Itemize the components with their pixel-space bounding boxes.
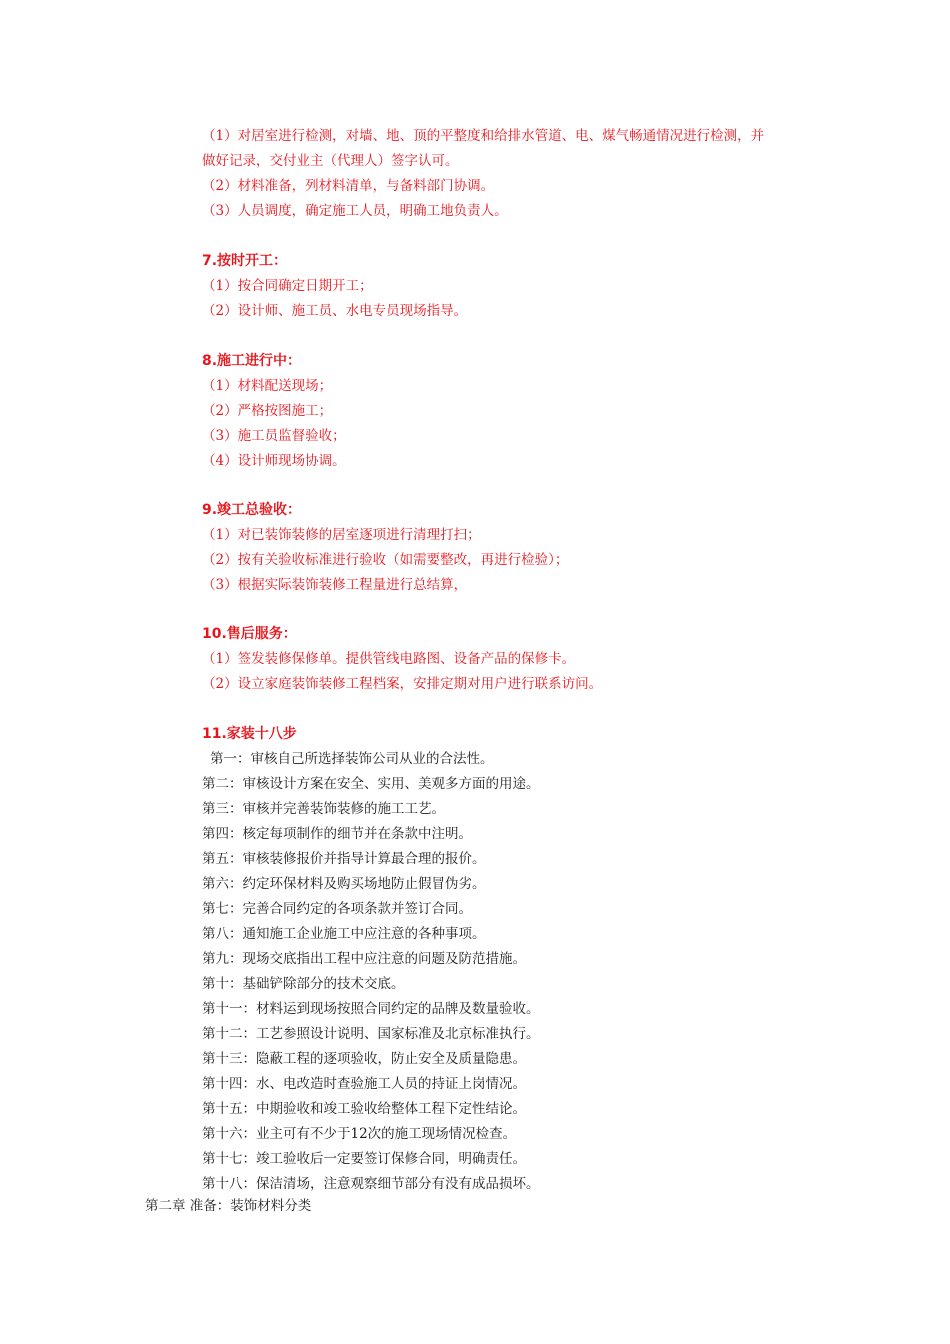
- step-item: 第二：审核设计方案在安全、实用、美观多方面的用途。: [202, 776, 540, 792]
- section-heading: 9.竣工总验收：: [202, 502, 302, 518]
- step-item: 第十：基础铲除部分的技术交底。: [202, 976, 405, 992]
- section-heading: 10.售后服务：: [202, 626, 297, 642]
- list-item: （2）设立家庭装饰装修工程档案，安排定期对用户进行联系访问。: [202, 676, 603, 692]
- list-item: （1）签发装修保修单。提供管线电路图、设备产品的保修卡。: [202, 651, 576, 667]
- list-item: （2）严格按图施工；: [202, 403, 333, 419]
- list-item: （4）设计师现场协调。: [202, 453, 346, 469]
- step-item: 第十八：保洁清场，注意观察细节部分有没有成品损坏。: [202, 1176, 540, 1192]
- section-heading: 11.家装十八步: [202, 726, 297, 742]
- step-item: 第三：审核并完善装饰装修的施工工艺。: [202, 801, 445, 817]
- step-item: 第十五：中期验收和竣工验收给整体工程下定性结论。: [202, 1101, 526, 1117]
- step-item: 第九：现场交底指出工程中应注意的问题及防范措施。: [202, 951, 526, 967]
- chapter-title: 第二章 准备：装饰材料分类: [145, 1198, 312, 1214]
- step-item: 第十四：水、电改造时查验施工人员的持证上岗情况。: [202, 1076, 526, 1092]
- list-item: （3）人员调度，确定施工人员，明确工地负责人。: [202, 203, 508, 219]
- section-start-work: [202, 249, 822, 324]
- section-in-progress: [202, 349, 822, 474]
- list-item: （2）材料准备，列材料清单，与备料部门协调。: [202, 178, 495, 194]
- intro-list: [202, 124, 822, 224]
- list-item: （1）按合同确定日期开工；: [202, 278, 373, 294]
- step-item: 第十二：工艺参照设计说明、国家标准及北京标准执行。: [202, 1026, 540, 1042]
- step-item: 第十三：隐蔽工程的逐项验收，防止安全及质量隐患。: [202, 1051, 526, 1067]
- step-item: 第十七：竣工验收后一定要签订保修合同，明确责任。: [202, 1151, 526, 1167]
- step-item: 第七：完善合同约定的各项条款并签订合同。: [202, 901, 472, 917]
- step-item: 第一：审核自己所选择装饰公司从业的合法性。: [210, 751, 494, 767]
- list-item: （1）对已装饰装修的居室逐项进行清理打扫；: [202, 527, 481, 543]
- step-item: 第六：约定环保材料及购买场地防止假冒伪劣。: [202, 876, 486, 892]
- list-item: （2）按有关验收标准进行验收（如需要整改，再进行检验）；: [202, 552, 569, 568]
- list-item: （1）对居室进行检测，对墙、地、顶的平整度和给排水管道、电、煤气畅通情况进行检测，并: [202, 128, 765, 144]
- list-item: （1）材料配送现场；: [202, 378, 333, 394]
- step-item: 第四：核定每项制作的细节并在条款中注明。: [202, 826, 472, 842]
- section-eighteen-steps: [202, 722, 822, 1197]
- step-item: 第十一：材料运到现场按照合同约定的品牌及数量验收。: [202, 1001, 540, 1017]
- list-item: 做好记录，交付业主（代理人）签字认可。: [202, 153, 459, 169]
- list-item: （2）设计师、施工员、水电专员现场指导。: [202, 303, 468, 319]
- section-after-sales: [202, 622, 822, 697]
- list-item: （3）根据实际装饰装修工程量进行总结算，: [202, 577, 468, 593]
- list-item: （3）施工员监督验收；: [202, 428, 346, 444]
- section-final-acceptance: [202, 498, 822, 598]
- section-heading: 8.施工进行中：: [202, 353, 302, 369]
- section-heading: 7.按时开工：: [202, 253, 288, 269]
- step-item: 第十六：业主可有不少于12次的施工现场情况检查。: [202, 1126, 517, 1142]
- step-item: 第五：审核装修报价并指导计算最合理的报价。: [202, 851, 486, 867]
- step-item: 第八：通知施工企业施工中应注意的各种事项。: [202, 926, 486, 942]
